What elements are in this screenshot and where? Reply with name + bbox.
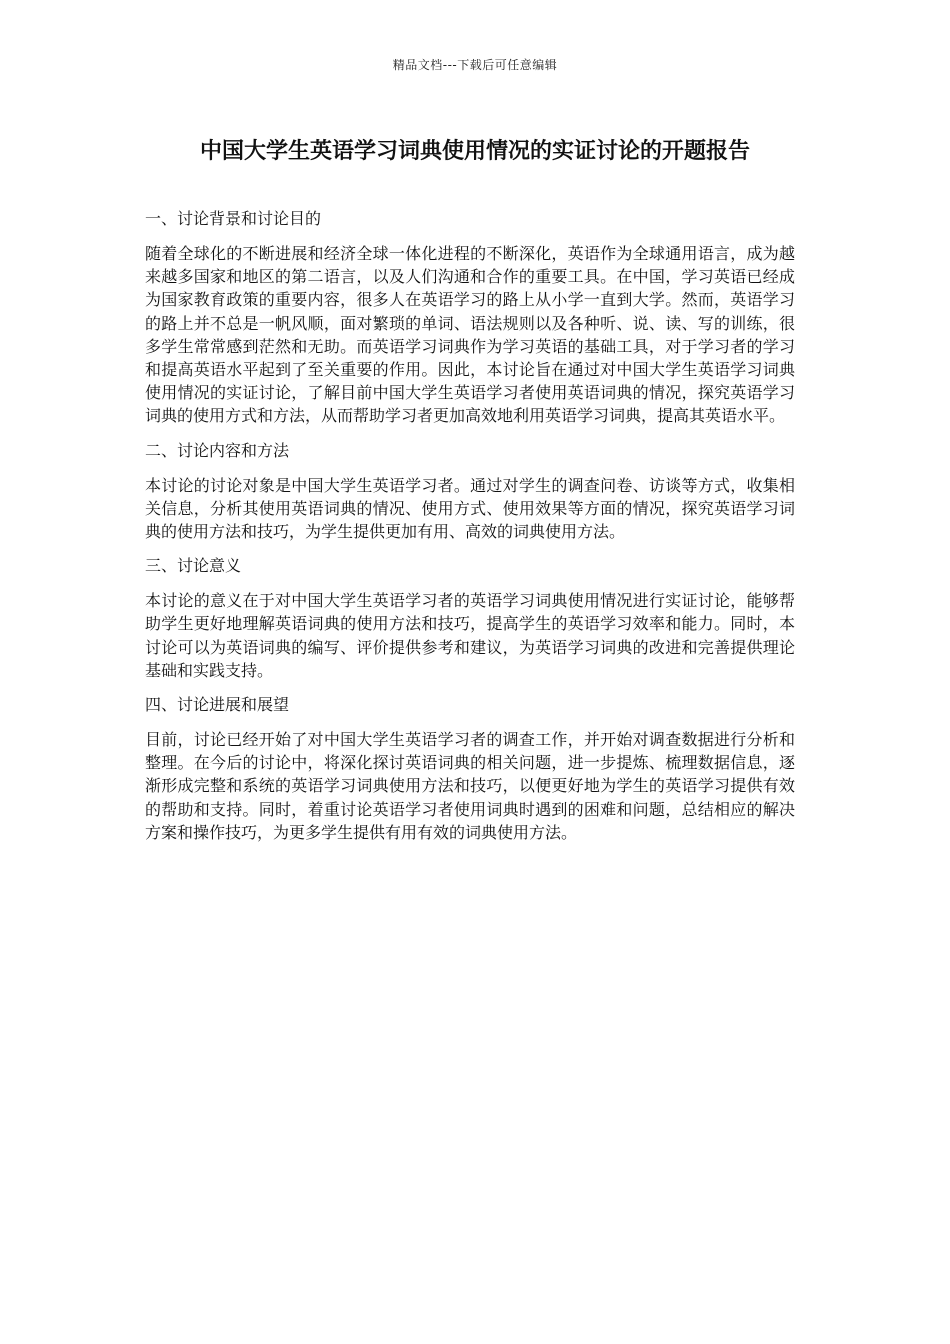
document-title: 中国大学生英语学习词典使用情况的实证讨论的开题报告 bbox=[199, 139, 750, 164]
header-note: 精品文档---下载后可任意编辑 bbox=[392, 58, 558, 72]
section-significance bbox=[145, 553, 795, 682]
section-heading: 三、讨论意义 bbox=[145, 556, 242, 576]
section-paragraph: 目前，讨论已经开始了对中国大学生英语学习者的调查工作，并开始对调查数据进行分析和整理。在今后的讨论中，将深化探讨英语词典的相关问题，进一步提炼、梳理数据信息，逐渐形成完整和系统的英语学习词典使用方法和技巧，以便更好地为学生的英语学习提供有效的帮助和支持。同时，着重讨论英语学习者使用词典时遇到的困难和问题，总结相应的解决方案和操作技巧，为更多学生提供有用有效的词典使用方法。 bbox=[145, 730, 795, 842]
section-heading: 一、讨论背景和讨论目的 bbox=[145, 209, 322, 228]
section-content-method bbox=[145, 438, 795, 544]
section-paragraph: 随着全球化的不断进展和经济全球一体化进程的不断深化，英语作为全球通用语言，成为越来越多国家和地区的第二语言，以及人们沟通和合作的重要工具。在中国，学习英语已经成为国家教育政策的重要内容，很多人在英语学习的路上从小学一直到大学。然而，英语学习的路上并不总是一帆风顺，面对繁琐的单词、语法规则以及各种听、说、读、写的训练，很多学生常常感到茫然和无助。而英语学习词典作为学习英语的基础工具，对于学习者的学习和提高英语水平起到了至关重要的作用。因此，本讨论旨在通过对中国大学生英语学习词典使用情况的实证讨论，了解目前中国大学生英语学习者使用英语词典的情况，探究英语学习词典的使用方式和方法，从而帮助学习者更加高效地利用英语学习词典，提高其英语水平。 bbox=[145, 244, 795, 426]
section-progress-outlook bbox=[145, 692, 795, 844]
section-paragraph: 本讨论的意义在于对中国大学生英语学习者的英语学习词典使用情况进行实证讨论，能够帮助学生更好地理解英语词典的使用方法和技巧，提高学生的英语学习效率和能力。同时，本讨论可以为英语词典的编写、评价提供参考和建议，为英语学习词典的改进和完善提供理论基础和实践支持。 bbox=[145, 591, 795, 680]
section-background-purpose bbox=[145, 206, 795, 428]
section-heading: 四、讨论进展和展望 bbox=[145, 695, 290, 715]
section-heading: 二、讨论内容和方法 bbox=[145, 440, 290, 460]
document-body bbox=[145, 206, 795, 854]
section-paragraph: 本讨论的讨论对象是中国大学生英语学习者。通过对学生的调查问卷、访谈等方式，收集相关信息，分析其使用英语词典的情况、使用方式、使用效果等方面的情况，探究英语学习词典的使用方法和技巧，为学生提供更加有用、高效的词典使用方法。 bbox=[145, 475, 795, 542]
